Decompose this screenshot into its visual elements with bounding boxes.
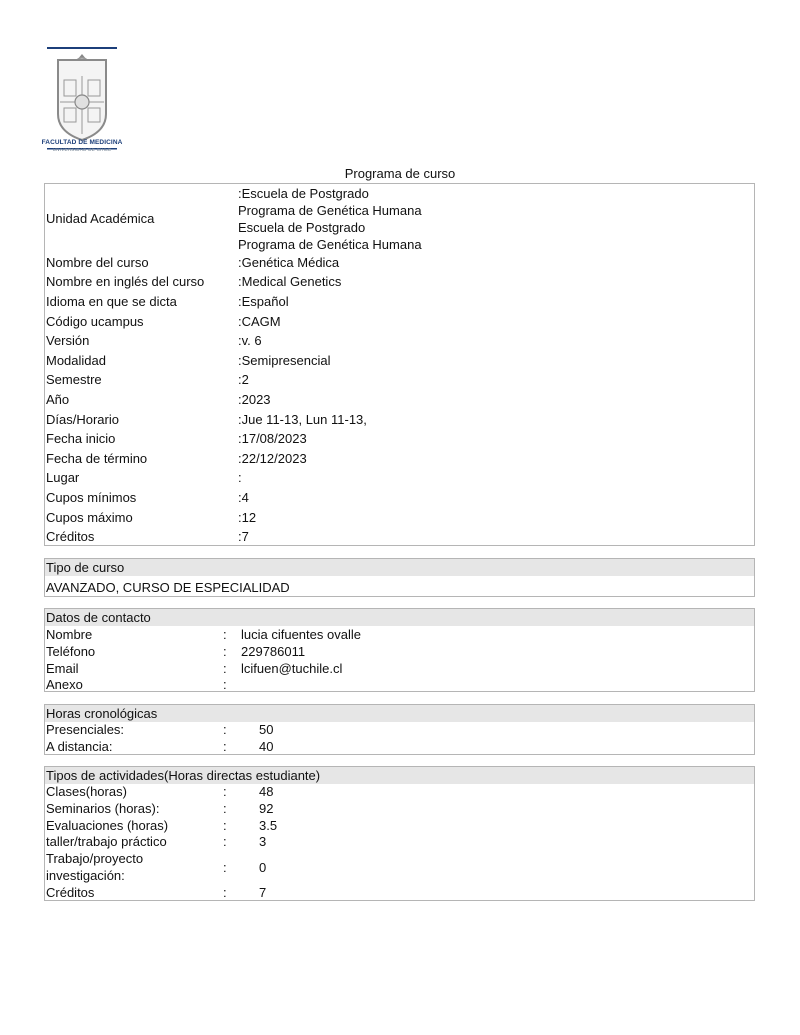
contact-label: Email: [46, 661, 79, 676]
activity-value: 3.5: [259, 818, 278, 833]
tipo-curso-section: [44, 558, 755, 597]
hours-label: Presenciales:: [46, 722, 125, 737]
field-value: :v. 6: [238, 333, 262, 348]
field-value: :2: [238, 372, 249, 387]
contact-value: lcifuen@tuchile.cl: [241, 661, 343, 676]
field-label: Fecha inicio: [46, 431, 116, 446]
field-label: Créditos: [46, 529, 95, 544]
section-header-label: Tipos de actividades(Horas directas estudiante): [46, 768, 321, 783]
field-label: Cupos máximo: [46, 510, 133, 525]
colon: :: [223, 739, 227, 754]
colon: :: [223, 801, 227, 816]
section-header-label: Datos de contacto: [46, 610, 151, 625]
hours-value: 50: [259, 722, 274, 737]
section-header-label: Tipo de curso: [46, 560, 125, 575]
hours-label: A distancia:: [46, 739, 113, 754]
colon: :: [223, 860, 227, 875]
field-value: :Semipresencial: [238, 353, 331, 368]
logo-university-name: UNIVERSIDAD DE CHILE: [52, 147, 112, 152]
field-value: :Genética Médica: [238, 255, 340, 270]
contact-value: 229786011: [241, 644, 306, 659]
contact-label: Anexo: [46, 677, 83, 692]
section-header-label: Horas cronológicas: [46, 706, 158, 721]
activity-value: 0: [259, 860, 267, 875]
field-value: :Español: [238, 294, 289, 309]
activity-value: 7: [259, 885, 267, 900]
page-title: Programa de curso: [344, 166, 456, 181]
field-label: Lugar: [46, 470, 80, 485]
field-value: :22/12/2023: [238, 451, 307, 466]
unidad-academica-label: Unidad Académica: [46, 211, 155, 226]
contact-value: lucia cifuentes ovalle: [241, 627, 361, 642]
unidad-academica-line: :Escuela de Postgrado: [238, 186, 369, 201]
field-value: :Jue 11-13, Lun 11-13,: [238, 412, 367, 427]
contact-label: Teléfono: [46, 644, 96, 659]
section-header: [45, 705, 754, 722]
field-label: Días/Horario: [46, 412, 119, 427]
activity-label: Evaluaciones (horas): [46, 818, 169, 833]
section-header: [45, 609, 754, 626]
colon: :: [223, 834, 227, 849]
activity-label: Seminarios (horas):: [46, 801, 160, 816]
field-label: Fecha de término: [46, 451, 148, 466]
field-value: :12: [238, 510, 257, 525]
colon: :: [223, 661, 227, 676]
colon: :: [223, 818, 227, 833]
unidad-academica-line: Programa de Genética Humana: [238, 237, 422, 252]
hours-value: 40: [259, 739, 274, 754]
unidad-academica-line: Programa de Genética Humana: [238, 203, 422, 218]
field-label: Idioma en que se dicta: [46, 294, 177, 309]
activity-value: 92: [259, 801, 274, 816]
field-value: :: [238, 470, 242, 485]
field-label: Modalidad: [46, 353, 106, 368]
activity-label: Clases(horas): [46, 784, 127, 799]
unidad-academica-line: Escuela de Postgrado: [238, 220, 366, 235]
activity-value: 3: [259, 834, 267, 849]
colon: :: [223, 677, 227, 692]
course-info-table: [44, 183, 755, 546]
colon: :: [223, 627, 227, 642]
contact-label: Nombre: [46, 627, 93, 642]
field-label: Año: [46, 392, 70, 407]
field-value: :17/08/2023: [238, 431, 307, 446]
activity-label: Créditos: [46, 885, 95, 900]
colon: :: [223, 784, 227, 799]
field-value: :2023: [238, 392, 271, 407]
field-value: :Medical Genetics: [238, 274, 342, 289]
colon: :: [223, 885, 227, 900]
activity-label-line: investigación:: [46, 868, 125, 883]
logo-institution-name: FACULTAD DE MEDICINA: [41, 139, 123, 146]
contact-section: [44, 608, 755, 692]
section-header: [45, 767, 754, 784]
field-label: Nombre en inglés del curso: [46, 274, 205, 289]
field-label: Versión: [46, 333, 90, 348]
activities-section: [44, 766, 755, 901]
field-value: :4: [238, 490, 249, 505]
field-label: Código ucampus: [46, 314, 144, 329]
field-label: Nombre del curso: [46, 255, 149, 270]
tipo-curso-value: AVANZADO, CURSO DE ESPECIALIDAD: [46, 580, 290, 595]
section-header: [45, 559, 754, 576]
hours-section: [44, 704, 755, 755]
colon: :: [223, 722, 227, 737]
field-value: :CAGM: [238, 314, 281, 329]
activity-label: taller/trabajo práctico: [46, 834, 167, 849]
field-label: Semestre: [46, 372, 102, 387]
activity-value: 48: [259, 784, 274, 799]
field-value: :7: [238, 529, 249, 544]
activity-label-line: Trabajo/proyecto: [46, 851, 144, 866]
colon: :: [223, 644, 227, 659]
field-label: Cupos mínimos: [46, 490, 137, 505]
